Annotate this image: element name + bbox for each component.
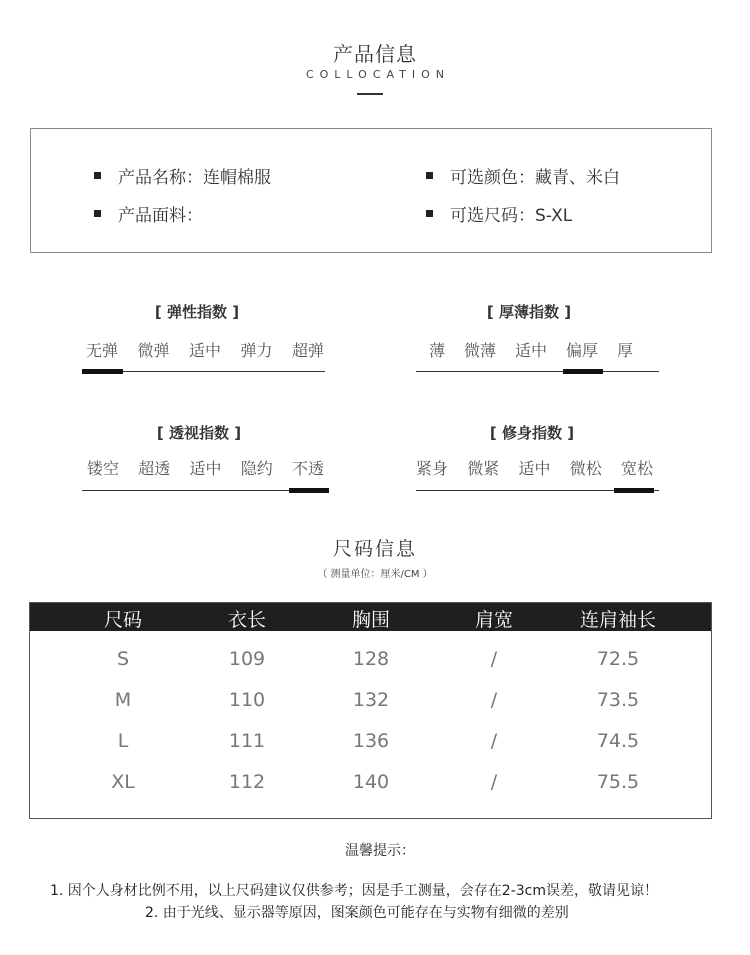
table-cell: / bbox=[490, 771, 498, 793]
table-cell: / bbox=[490, 689, 498, 711]
scale-option: 微弹 bbox=[137, 341, 170, 360]
info-item-colors bbox=[426, 163, 620, 188]
scale-option: 适中 bbox=[188, 341, 221, 360]
transparency-scale bbox=[87, 456, 324, 479]
thickness-index-title: [ 厚薄指数 ] bbox=[486, 303, 572, 321]
scale-option: 适中 bbox=[518, 459, 551, 478]
info-item-label: 可选颜色：藏青、米白 bbox=[450, 168, 620, 188]
table-cell: 109 bbox=[228, 648, 266, 670]
scale-option: 适中 bbox=[514, 341, 547, 360]
table-header bbox=[30, 603, 711, 631]
bullet-icon bbox=[426, 210, 433, 217]
scale-option: 镂空 bbox=[87, 459, 120, 478]
scale-option: 宽松 bbox=[620, 459, 653, 478]
table-cell: 128 bbox=[352, 648, 390, 670]
info-item-label: 可选尺码：S-XL bbox=[450, 206, 573, 226]
scale-selected-marker bbox=[563, 369, 603, 374]
transparency-index-title: [ 透视指数 ] bbox=[156, 424, 242, 442]
fit-index-title: [ 修身指数 ] bbox=[489, 424, 575, 442]
scale-option: 弹力 bbox=[240, 341, 273, 360]
bullet-icon bbox=[94, 210, 101, 217]
table-cell: 73.5 bbox=[596, 689, 640, 711]
info-item-fabric bbox=[94, 201, 203, 226]
bullet-icon bbox=[94, 172, 101, 179]
scale-option: 隐约 bbox=[240, 459, 273, 478]
tips-title: 温馨提示： bbox=[345, 843, 415, 859]
column-header: 尺码 bbox=[103, 609, 142, 631]
scale-option: 超弹 bbox=[291, 341, 324, 360]
column-header: 连肩袖长 bbox=[579, 609, 656, 631]
table-cell: 110 bbox=[228, 689, 266, 711]
scale-option: 不透 bbox=[291, 459, 324, 478]
scale-option: 薄 bbox=[429, 341, 446, 360]
thickness-scale bbox=[429, 338, 633, 361]
table-cell: 140 bbox=[352, 771, 390, 793]
table-cell: L bbox=[117, 730, 129, 752]
info-item-label: 产品面料： bbox=[118, 206, 203, 226]
column-header: 肩宽 bbox=[474, 609, 513, 631]
tip-line: 1. 因个人身材比例不用，以上尺码建议仅供参考；因是手工测量，会存在2-3cm误差，敬请见谅！ bbox=[50, 883, 659, 899]
size-info-unit: （ 测量单位：厘米/CM ） bbox=[317, 569, 433, 580]
scale-option: 微薄 bbox=[463, 341, 496, 360]
scale-option: 厚 bbox=[616, 341, 633, 360]
info-item-name bbox=[94, 163, 271, 188]
table-cell: / bbox=[490, 648, 498, 670]
table-cell: / bbox=[490, 730, 498, 752]
scale-option: 无弹 bbox=[86, 341, 119, 360]
elasticity-scale bbox=[86, 338, 324, 361]
page-title: 产品信息 bbox=[333, 42, 417, 66]
scale-selected-marker bbox=[614, 488, 654, 493]
table-cell: 72.5 bbox=[596, 648, 640, 670]
table-cell: 111 bbox=[228, 730, 266, 752]
table-cell: XL bbox=[111, 771, 135, 793]
scale-option: 适中 bbox=[189, 459, 222, 478]
scale-selected-marker bbox=[82, 369, 123, 374]
column-header: 衣长 bbox=[227, 609, 266, 631]
column-header: 胸围 bbox=[351, 609, 390, 631]
bullet-icon bbox=[426, 172, 433, 179]
info-item-label: 产品名称：连帽棉服 bbox=[118, 168, 271, 188]
info-item-sizes bbox=[426, 201, 572, 226]
table-cell: 112 bbox=[228, 771, 266, 793]
elasticity-index-title: [ 弹性指数 ] bbox=[154, 303, 240, 321]
page-subtitle: COLLOCATION bbox=[305, 68, 451, 81]
scale-option: 紧身 bbox=[416, 459, 449, 478]
scale-selected-marker bbox=[289, 488, 329, 493]
scale-option: 偏厚 bbox=[565, 341, 598, 360]
table-cell: 74.5 bbox=[596, 730, 640, 752]
title-divider bbox=[357, 93, 383, 95]
table-cell: M bbox=[114, 689, 132, 711]
product-info-box bbox=[30, 128, 712, 253]
scale-option: 微松 bbox=[569, 459, 602, 478]
fit-scale bbox=[416, 456, 653, 479]
scale-option: 超透 bbox=[138, 459, 171, 478]
tip-line: 2. 由于光线、显示器等原因，图案颜色可能存在与实物有细微的差别 bbox=[145, 905, 569, 921]
scale-line bbox=[416, 371, 659, 372]
size-info-title: 尺码信息 bbox=[332, 538, 417, 560]
table-cell: S bbox=[116, 648, 130, 670]
table-cell: 136 bbox=[352, 730, 390, 752]
scale-option: 微紧 bbox=[467, 459, 500, 478]
size-table bbox=[29, 602, 712, 819]
table-cell: 132 bbox=[352, 689, 390, 711]
table-cell: 75.5 bbox=[596, 771, 640, 793]
